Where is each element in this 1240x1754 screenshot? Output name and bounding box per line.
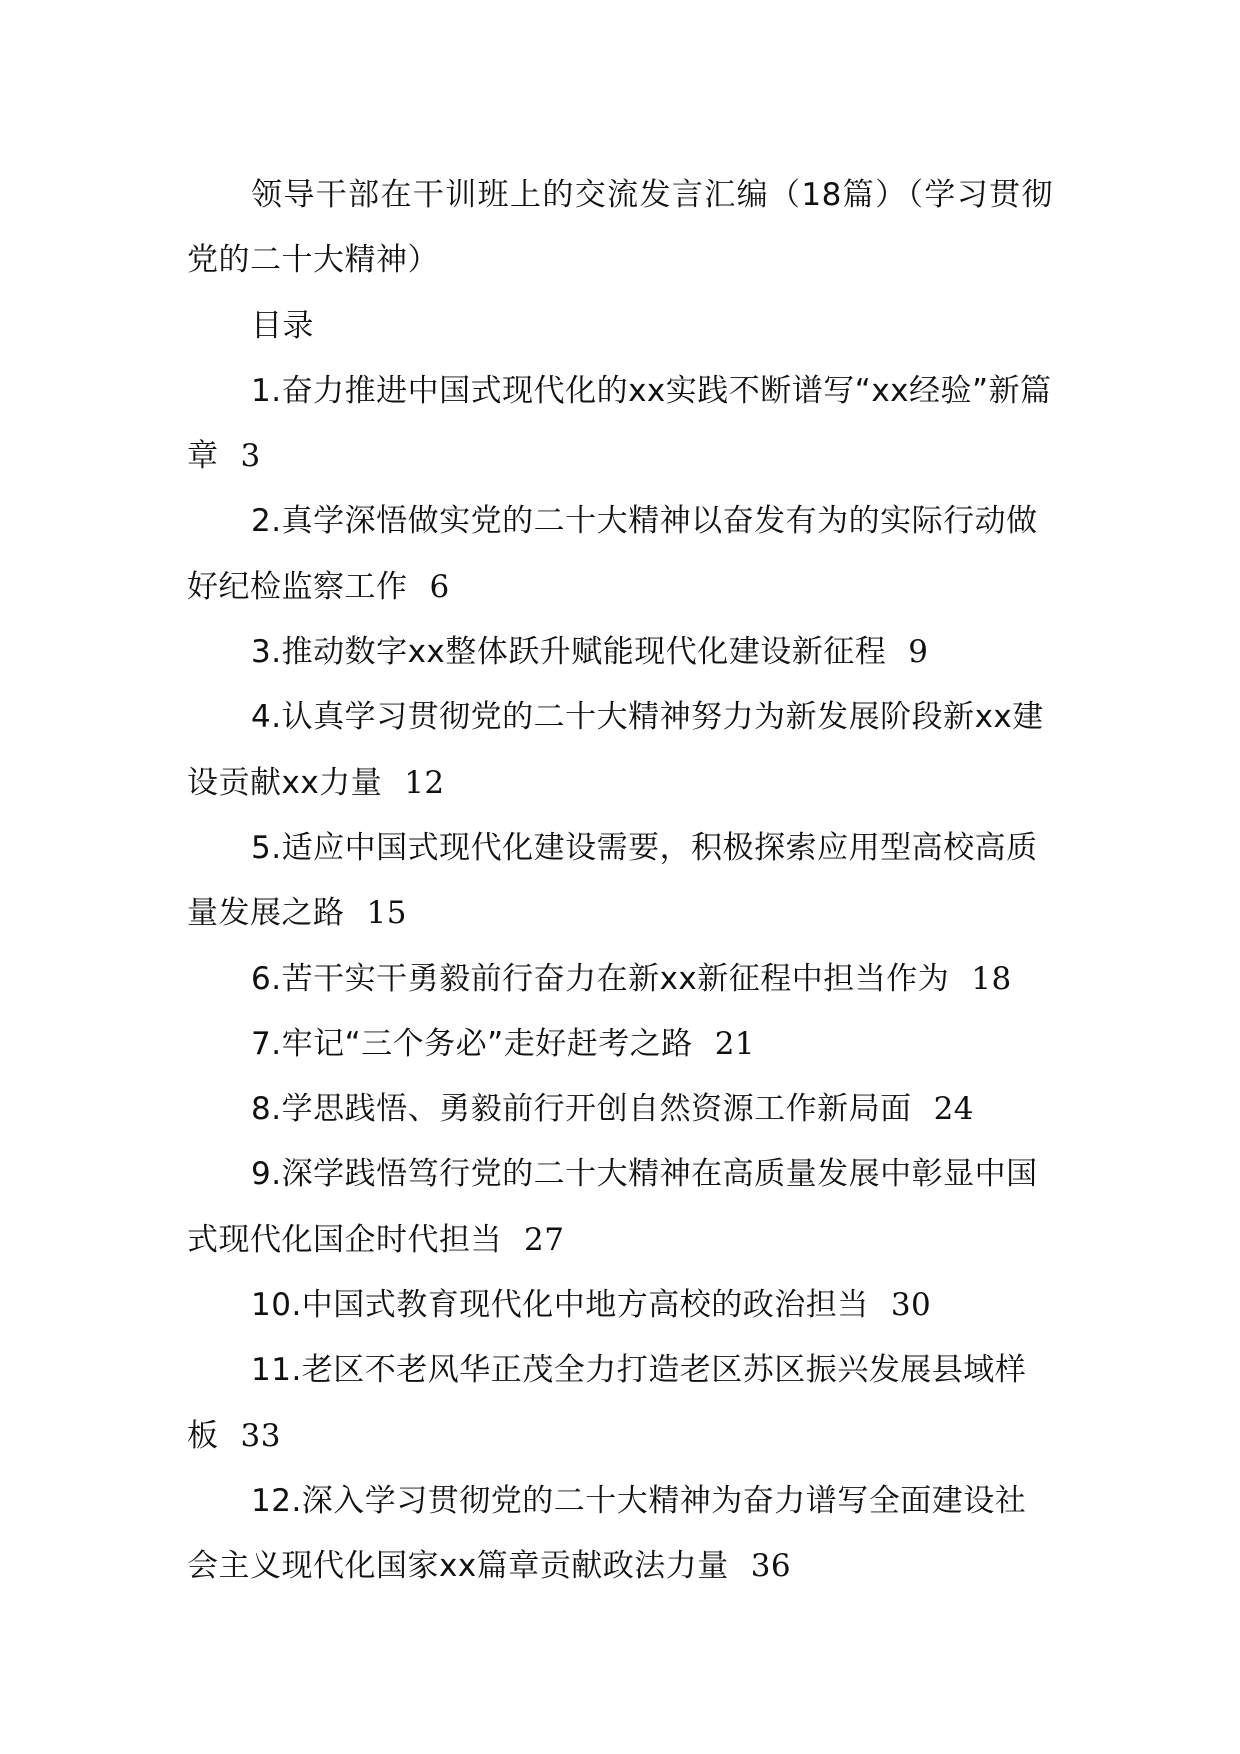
toc-entry-page-number: 33	[240, 1417, 281, 1454]
toc-entry[interactable]	[187, 1077, 1053, 1142]
toc-entry[interactable]	[187, 620, 1053, 685]
toc-entry-page-number: 36	[750, 1548, 792, 1585]
toc-entry-title: 8.学思践悟、勇毅前行开创自然资源工作新局面	[251, 1091, 912, 1128]
toc-entry-title: 3.推动数字xx整体跃升赋能现代化建设新征程	[251, 634, 887, 671]
toc-entry[interactable]	[187, 1142, 1053, 1273]
toc-entry-page-number: 12	[404, 764, 445, 801]
toc-entry-title: 5.适应中国式现代化建设需要，积极探索应用型高校高质量发展之路	[187, 829, 1038, 932]
toc-entry[interactable]	[187, 1273, 1053, 1338]
toc-entry-title: 10.中国式教育现代化中地方高校的政治担当	[251, 1287, 869, 1324]
toc-entry-title: 12.深入学习贯彻党的二十大精神为奋力谱写全面建设社会主义现代化国家xx篇章贡献政法力量	[187, 1482, 1027, 1585]
toc-entry-title: 9.深学践悟笃行党的二十大精神在高质量发展中彰显中国式现代化国企时代担当	[187, 1156, 1038, 1258]
toc-entry-page-number: 30	[890, 1287, 932, 1324]
toc-entry[interactable]	[187, 359, 1053, 490]
toc-entry-page-number: 15	[366, 895, 407, 932]
toc-entry[interactable]	[187, 947, 1053, 1012]
toc-entry[interactable]	[187, 816, 1053, 947]
toc-entry-page-number: 24	[933, 1091, 975, 1128]
toc-list	[187, 359, 1053, 1600]
toc-entry-title: 1.奋力推进中国式现代化的xx实践不断谱写“xx经验”新篇章	[187, 372, 1052, 475]
toc-entry[interactable]	[187, 489, 1053, 620]
toc-entry-page-number: 9	[908, 634, 929, 671]
toc-entry-page-number: 3	[240, 438, 261, 475]
toc-entry-page-number: 18	[971, 960, 1012, 997]
document-page	[187, 163, 1053, 1600]
toc-entry-title: 7.牢记“三个务必”走好赶考之路	[251, 1025, 693, 1062]
toc-entry[interactable]	[187, 1012, 1053, 1077]
toc-entry-page-number: 6	[429, 568, 450, 605]
toc-entry-title: 4.认真学习贯彻党的二十大精神努力为新发展阶段新xx建设贡献xx力量	[187, 699, 1044, 801]
toc-entry[interactable]	[187, 1469, 1053, 1600]
toc-entry-title: 11.老区不老风华正茂全力打造老区苏区振兴发展县域样板	[187, 1352, 1027, 1454]
toc-heading: 目录	[251, 307, 314, 344]
toc-entry-page-number: 27	[524, 1221, 565, 1258]
toc-entry-title: 2.真学深悟做实党的二十大精神以奋发有为的实际行动做好纪检监察工作	[187, 503, 1038, 605]
toc-entry[interactable]	[187, 685, 1053, 816]
toc-entry[interactable]	[187, 1338, 1053, 1469]
toc-entry-page-number: 21	[714, 1025, 756, 1062]
toc-entry-title: 6.苦干实干勇毅前行奋力在新xx新征程中担当作为	[251, 960, 950, 997]
document-title: 领导干部在干训班上的交流发言汇编（18篇）（学习贯彻党的二十大精神）	[187, 177, 1053, 279]
